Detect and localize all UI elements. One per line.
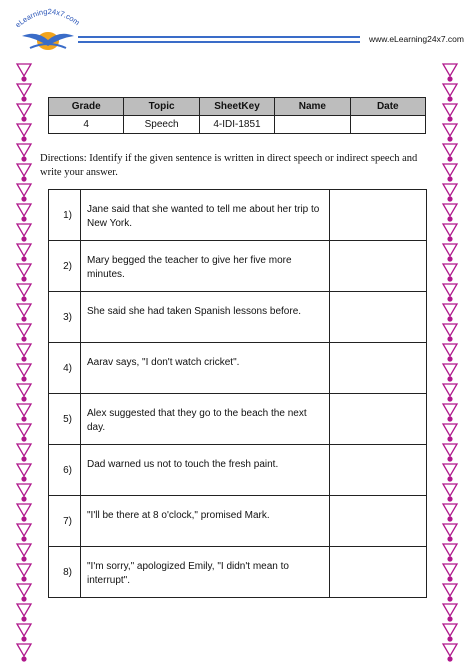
border-triangle-icon (443, 104, 457, 116)
border-dot-icon (21, 476, 26, 481)
border-dot-icon (447, 596, 452, 601)
border-dot-icon (447, 316, 452, 321)
question-row (49, 394, 427, 445)
border-triangle-icon (443, 264, 457, 276)
border-triangle-icon (443, 364, 457, 376)
border-dot-icon (21, 156, 26, 161)
border-triangle-icon (17, 404, 31, 416)
border-triangle-icon (17, 604, 31, 616)
border-triangle-icon (17, 264, 31, 276)
answer-field[interactable] (330, 292, 427, 343)
answer-field[interactable] (330, 394, 427, 445)
border-dot-icon (447, 536, 452, 541)
border-triangle-icon (443, 544, 457, 556)
border-triangle-icon (17, 224, 31, 236)
question-text (81, 445, 330, 496)
border-triangle-icon (443, 204, 457, 216)
border-dot-icon (447, 336, 452, 341)
question-number: 2) (49, 241, 81, 292)
border-dot-icon (21, 316, 26, 321)
question-row (49, 343, 427, 394)
grade-value: 4 (49, 116, 124, 134)
border-dot-icon (447, 656, 452, 661)
border-triangle-icon (443, 64, 457, 76)
question-row (49, 445, 427, 496)
border-triangle-icon (443, 564, 457, 576)
header-divider (78, 36, 360, 44)
border-triangle-icon (17, 104, 31, 116)
border-dot-icon (447, 236, 452, 241)
border-dot-icon (21, 656, 26, 661)
question-number: 1) (49, 190, 81, 241)
border-triangle-icon (17, 144, 31, 156)
border-triangle-icon (17, 344, 31, 356)
border-dot-icon (21, 636, 26, 641)
date-field[interactable] (350, 116, 425, 134)
border-dot-icon (21, 576, 26, 581)
question-text (81, 496, 330, 547)
border-dot-icon (21, 256, 26, 261)
border-triangle-icon (443, 324, 457, 336)
border-triangle-icon (443, 284, 457, 296)
border-dot-icon (447, 356, 452, 361)
border-dot-icon (21, 596, 26, 601)
border-dot-icon (447, 616, 452, 621)
border-triangle-icon (443, 444, 457, 456)
border-dot-icon (21, 116, 26, 121)
question-row (49, 547, 427, 598)
border-dot-icon (447, 456, 452, 461)
border-dot-icon (447, 156, 452, 161)
column-header-sheetkey: SheetKey (199, 98, 274, 116)
border-dot-icon (21, 216, 26, 221)
border-triangle-icon (443, 464, 457, 476)
border-dot-icon (447, 396, 452, 401)
border-dot-icon (21, 356, 26, 361)
border-triangle-icon (17, 364, 31, 376)
border-triangle-icon (17, 484, 31, 496)
border-triangle-icon (443, 524, 457, 536)
name-field[interactable] (275, 116, 350, 134)
border-dot-icon (447, 196, 452, 201)
border-dot-icon (447, 96, 452, 101)
border-dot-icon (447, 576, 452, 581)
border-dot-icon (447, 476, 452, 481)
border-dot-icon (21, 276, 26, 281)
column-header-date: Date (350, 98, 425, 116)
question-row (49, 241, 427, 292)
border-dot-icon (447, 256, 452, 261)
question-text (81, 343, 330, 394)
right-decorative-border (440, 62, 460, 662)
border-triangle-icon (17, 184, 31, 196)
border-triangle-icon (443, 644, 457, 656)
border-triangle-icon (17, 624, 31, 636)
question-text-content: "I'll be there at 8 o'clock," promised Mark. (87, 510, 270, 521)
border-dot-icon (21, 536, 26, 541)
answer-field[interactable] (330, 547, 427, 598)
site-url: www.eLearning24x7.com (369, 34, 464, 44)
question-number: 4) (49, 343, 81, 394)
border-dot-icon (447, 556, 452, 561)
border-dot-icon (447, 76, 452, 81)
border-triangle-icon (17, 304, 31, 316)
border-triangle-icon (443, 84, 457, 96)
answer-field[interactable] (330, 190, 427, 241)
directions-text: Directions: Identify if the given sentence is written in direct speech or indirect speech and write your answer. (40, 153, 418, 178)
worksheet-info-table (48, 97, 426, 134)
border-dot-icon (447, 216, 452, 221)
border-dot-icon (21, 96, 26, 101)
border-triangle-icon (17, 64, 31, 76)
question-text-content: Jane said that she wanted to tell me about her trip to New York. (87, 204, 320, 229)
logo-text: eLearning24x7.com (14, 6, 82, 30)
border-triangle-icon (443, 144, 457, 156)
border-dot-icon (21, 176, 26, 181)
border-triangle-icon (443, 304, 457, 316)
border-dot-icon (447, 496, 452, 501)
border-triangle-icon (443, 244, 457, 256)
border-triangle-icon (17, 124, 31, 136)
border-triangle-icon (17, 424, 31, 436)
question-text (81, 241, 330, 292)
column-header-grade: Grade (49, 98, 124, 116)
question-text (81, 394, 330, 445)
sheetkey-value: 4-IDI-1851 (199, 116, 274, 134)
border-triangle-icon (17, 644, 31, 656)
info-header-row (49, 98, 426, 116)
border-triangle-icon (17, 584, 31, 596)
question-number: 8) (49, 547, 81, 598)
border-triangle-icon (443, 184, 457, 196)
left-decorative-border (14, 62, 34, 662)
border-dot-icon (21, 236, 26, 241)
svg-text:eLearning24x7.com (14, 7, 81, 29)
border-triangle-icon (17, 464, 31, 476)
border-triangle-icon (17, 84, 31, 96)
border-dot-icon (447, 176, 452, 181)
question-text (81, 547, 330, 598)
question-row (49, 292, 427, 343)
border-dot-icon (21, 336, 26, 341)
question-row (49, 190, 427, 241)
border-dot-icon (21, 76, 26, 81)
border-dot-icon (21, 396, 26, 401)
question-number: 3) (49, 292, 81, 343)
question-text-content: "I'm sorry," apologized Emily, "I didn't mean to interrupt". (87, 561, 289, 586)
border-dot-icon (447, 116, 452, 121)
logo-emblem-icon (20, 28, 76, 54)
border-triangle-icon (17, 564, 31, 576)
border-dot-icon (21, 516, 26, 521)
border-triangle-icon (17, 384, 31, 396)
answer-field[interactable] (330, 445, 427, 496)
question-text-content: Mary begged the teacher to give her five more minutes. (87, 255, 292, 280)
border-dot-icon (21, 416, 26, 421)
border-triangle-icon (443, 344, 457, 356)
border-triangle-icon (17, 164, 31, 176)
border-dot-icon (21, 436, 26, 441)
question-text-content: Dad warned us not to touch the fresh paint. (87, 459, 279, 470)
border-dot-icon (21, 456, 26, 461)
question-text-content: She said she had taken Spanish lessons before. (87, 306, 302, 317)
border-dot-icon (21, 496, 26, 501)
border-dot-icon (447, 516, 452, 521)
question-text (81, 190, 330, 241)
border-dot-icon (447, 276, 452, 281)
question-row (49, 496, 427, 547)
border-triangle-icon (443, 404, 457, 416)
border-triangle-icon (17, 504, 31, 516)
border-triangle-icon (17, 324, 31, 336)
border-dot-icon (447, 636, 452, 641)
info-value-row (49, 116, 426, 134)
border-triangle-icon (443, 424, 457, 436)
border-dot-icon (21, 376, 26, 381)
border-triangle-icon (17, 444, 31, 456)
border-triangle-icon (443, 584, 457, 596)
border-triangle-icon (443, 384, 457, 396)
border-dot-icon (447, 416, 452, 421)
border-dot-icon (447, 296, 452, 301)
question-text-content: Alex suggested that they go to the beach the next day. (87, 408, 307, 433)
border-triangle-icon (443, 504, 457, 516)
question-text (81, 292, 330, 343)
border-triangle-icon (443, 484, 457, 496)
border-dot-icon (21, 616, 26, 621)
answer-field[interactable] (330, 496, 427, 547)
border-dot-icon (447, 376, 452, 381)
question-text-content: Aarav says, "I don't watch cricket". (87, 357, 240, 368)
border-dot-icon (447, 436, 452, 441)
column-header-name: Name (275, 98, 350, 116)
questions-table (48, 189, 427, 598)
border-dot-icon (21, 196, 26, 201)
border-triangle-icon (17, 284, 31, 296)
border-triangle-icon (17, 524, 31, 536)
border-dot-icon (21, 556, 26, 561)
site-logo (6, 4, 86, 56)
border-dot-icon (447, 136, 452, 141)
border-triangle-icon (443, 164, 457, 176)
border-triangle-icon (443, 604, 457, 616)
answer-field[interactable] (330, 241, 427, 292)
question-number: 5) (49, 394, 81, 445)
border-triangle-icon (17, 544, 31, 556)
border-dot-icon (21, 296, 26, 301)
answer-field[interactable] (330, 343, 427, 394)
border-triangle-icon (17, 204, 31, 216)
border-triangle-icon (443, 224, 457, 236)
border-triangle-icon (443, 124, 457, 136)
topic-value: Speech (124, 116, 199, 134)
question-number: 6) (49, 445, 81, 496)
border-dot-icon (21, 136, 26, 141)
border-triangle-icon (17, 244, 31, 256)
column-header-topic: Topic (124, 98, 199, 116)
question-number: 7) (49, 496, 81, 547)
border-triangle-icon (443, 624, 457, 636)
